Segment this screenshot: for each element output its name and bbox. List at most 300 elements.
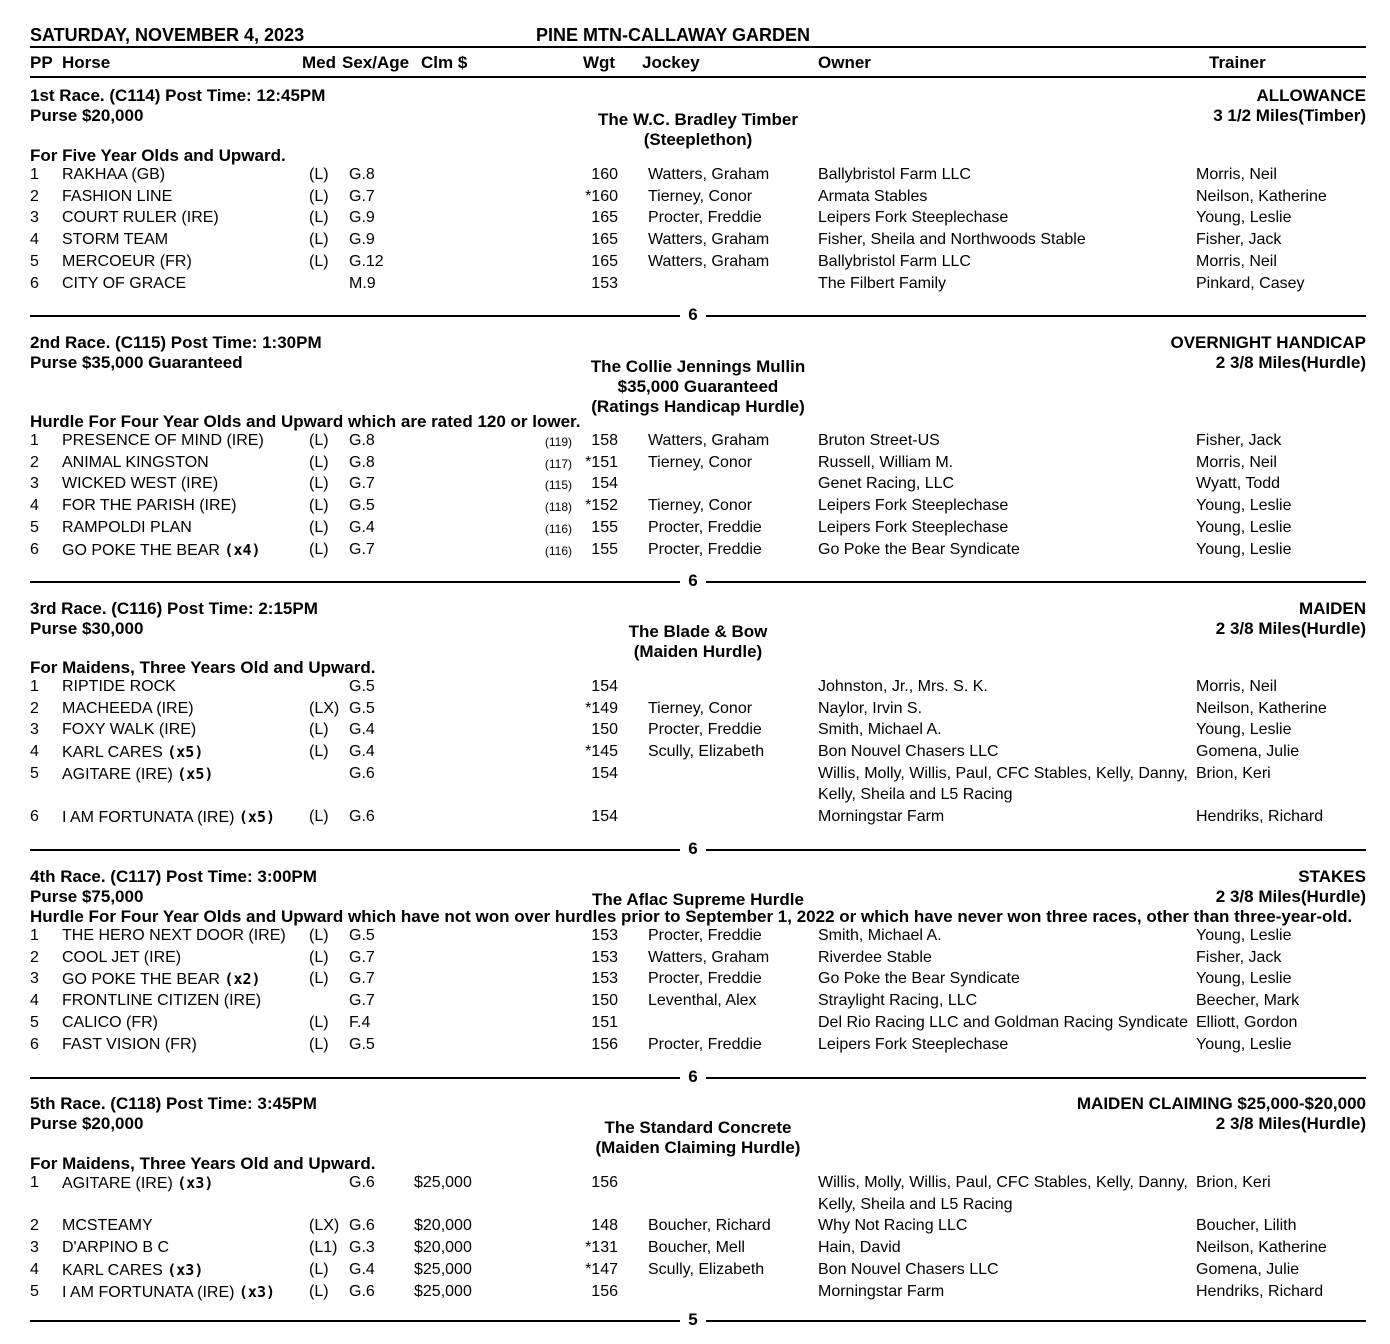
- trainer: Fisher, Jack: [1196, 231, 1282, 249]
- owner: Morningstar Farm: [818, 1282, 945, 1300]
- jockey: Tierney, Conor: [648, 699, 753, 717]
- post-position: 5: [30, 764, 39, 782]
- weight: *145: [585, 743, 618, 761]
- col-jockey: Jockey: [642, 53, 700, 72]
- track-name: PINE MTN-CALLAWAY GARDEN: [536, 25, 811, 45]
- col-pp: PP: [30, 53, 53, 72]
- medication: (L): [309, 743, 329, 761]
- horse-name: [62, 992, 261, 1010]
- col-sex-age: Sex/Age: [342, 53, 410, 72]
- post-position: 2: [30, 1217, 39, 1235]
- table-row: [0, 678, 1390, 699]
- owner-continued: Kelly, Sheila and L5 Racing: [818, 1195, 1013, 1213]
- medication: (L): [309, 518, 329, 536]
- table-row: [0, 949, 1390, 970]
- table-row: [0, 700, 1390, 721]
- horse-name-text: THE HERO NEXT DOOR (IRE): [62, 927, 286, 944]
- col-clm: Clm $: [421, 53, 468, 72]
- owner: Bon Nouvel Chasers LLC: [818, 743, 999, 761]
- trainer: Wyatt, Todd: [1196, 475, 1281, 493]
- trainer: Gomena, Julie: [1196, 1260, 1300, 1278]
- horse-name: [62, 497, 237, 515]
- horse-name-text: KARL CARES: [62, 1261, 163, 1279]
- race-distance: 2 3/8 Miles(Hurdle): [1215, 353, 1366, 372]
- post-position: 1: [30, 1174, 39, 1191]
- owner: Why Not Racing LLC: [818, 1217, 968, 1235]
- race-title-line: The Collie Jennings Mullin: [590, 357, 806, 376]
- table-row: [0, 970, 1390, 991]
- page-header: [30, 25, 1366, 47]
- claiming-price: $25,000: [414, 1260, 472, 1278]
- jockey: Scully, Elizabeth: [648, 743, 765, 761]
- post-position: 1: [30, 927, 39, 944]
- horse-name-text: MACHEEDA (IRE): [62, 699, 194, 717]
- entry-count: 6: [680, 839, 706, 859]
- race-conditions: For Five Year Olds and Upward.: [30, 146, 286, 165]
- post-position: 2: [30, 453, 39, 471]
- post-position: 3: [30, 970, 39, 988]
- rating: (119): [544, 435, 572, 449]
- horse-name: [62, 166, 165, 184]
- race-header: 2nd Race. (C115) Post Time: 1:30PM: [30, 333, 322, 352]
- sex-age: M.9: [349, 274, 376, 292]
- jockey: Procter, Freddie: [648, 518, 762, 536]
- horse-name-text: RAMPOLDI PLAN: [62, 518, 192, 536]
- weight: *131: [585, 1239, 618, 1257]
- medication: (L): [309, 1035, 329, 1053]
- medication: (LX): [309, 1217, 340, 1235]
- owner: Leipers Fork Steeplechase: [818, 1035, 1009, 1053]
- weight: 165: [591, 231, 618, 249]
- owner: Riverdee Stable: [818, 948, 932, 966]
- owner: Morningstar Farm: [818, 808, 945, 826]
- sex-age: G.8: [349, 453, 375, 471]
- horse-name-text: ANIMAL KINGSTON: [62, 453, 209, 471]
- owner: Smith, Michael A.: [818, 927, 942, 944]
- race-conditions: For Maidens, Three Years Old and Upward.: [30, 658, 376, 677]
- race-title-line: The Aflac Supreme Hurdle: [592, 890, 804, 909]
- table-row: [0, 992, 1390, 1013]
- race-header: 4th Race. (C117) Post Time: 3:00PM: [30, 867, 317, 886]
- entry-count: 6: [680, 571, 706, 591]
- owner: Willis, Molly, Willis, Paul, CFC Stables, Kelly, Danny,: [818, 1174, 1188, 1191]
- horse-name: [62, 1014, 158, 1032]
- post-position: 1: [30, 432, 39, 449]
- table-row: [0, 209, 1390, 230]
- table-row: [0, 808, 1390, 829]
- horse-name: [62, 231, 168, 249]
- sex-age: G.8: [349, 432, 375, 449]
- trainer: Morris, Neil: [1196, 252, 1277, 270]
- owner: Go Poke the Bear Syndicate: [818, 540, 1020, 558]
- trainer: Boucher, Lilith: [1196, 1217, 1297, 1235]
- table-row: [0, 743, 1390, 764]
- horse-name-text: MERCOEUR (FR): [62, 252, 192, 270]
- horse-name-text: GO POKE THE BEAR: [62, 541, 220, 559]
- horse-name: [62, 275, 186, 293]
- owner: Smith, Michael A.: [818, 721, 942, 739]
- medication: (L): [309, 948, 329, 966]
- horse-name: [62, 743, 203, 762]
- owner: Bon Nouvel Chasers LLC: [818, 1260, 999, 1278]
- jockey: Procter, Freddie: [648, 209, 762, 227]
- race-distance: 3 1/2 Miles(Timber): [1213, 106, 1366, 125]
- trainer: Pinkard, Casey: [1196, 274, 1305, 292]
- rating: (116): [544, 521, 572, 536]
- owner: Ballybristol Farm LLC: [818, 166, 971, 183]
- claiming-price: $25,000: [414, 1174, 472, 1191]
- horse-name-text: PRESENCE OF MIND (IRE): [62, 432, 264, 449]
- weight: 154: [591, 764, 618, 782]
- post-position: 2: [30, 187, 39, 205]
- jockey: Procter, Freddie: [648, 927, 762, 944]
- weight: 155: [591, 518, 618, 536]
- horse-name-text: WICKED WEST (IRE): [62, 475, 219, 493]
- horse-name-text: MCSTEAMY: [62, 1217, 153, 1235]
- post-position: 4: [30, 1260, 39, 1278]
- horse-name-text: GO POKE THE BEAR: [62, 971, 220, 989]
- entry-count: 6: [680, 1067, 706, 1087]
- table-row: [0, 1174, 1390, 1213]
- sex-age: G.6: [349, 764, 375, 782]
- owner: Leipers Fork Steeplechase: [818, 497, 1009, 515]
- weight: 154: [591, 475, 618, 493]
- sex-age: G.7: [349, 948, 375, 966]
- post-position: 3: [30, 1239, 39, 1257]
- sex-age: G.5: [349, 678, 375, 695]
- weight: 153: [591, 970, 618, 988]
- claiming-price: $20,000: [414, 1217, 472, 1235]
- jockey: Procter, Freddie: [648, 721, 762, 739]
- starts-badge: (x5): [238, 808, 276, 827]
- table-row: [0, 1283, 1390, 1304]
- horse-name-text: FRONTLINE CITIZEN (IRE): [62, 992, 262, 1010]
- sex-age: G.12: [349, 252, 384, 270]
- weight: 156: [591, 1282, 618, 1300]
- owner: Ballybristol Farm LLC: [818, 252, 971, 270]
- race-title-line: The Standard Concrete: [604, 1118, 792, 1137]
- rating: (116): [544, 543, 572, 558]
- horse-name-text: FOXY WALK (IRE): [62, 721, 197, 739]
- horse-name: [62, 970, 261, 989]
- sex-age: G.6: [349, 1217, 375, 1235]
- starts-badge: (x5): [167, 743, 204, 762]
- horse-name-text: COURT RULER (IRE): [62, 209, 219, 227]
- owner: Leipers Fork Steeplechase: [818, 209, 1009, 227]
- medication: (L): [309, 166, 329, 183]
- weight: 165: [591, 252, 618, 270]
- sex-age: G.3: [349, 1239, 375, 1257]
- sex-age: G.4: [349, 1260, 375, 1278]
- sex-age: G.4: [349, 721, 375, 739]
- rating: (115): [544, 478, 572, 493]
- medication: (L): [309, 1260, 329, 1278]
- jockey: Procter, Freddie: [648, 540, 762, 558]
- race-header: 5th Race. (C118) Post Time: 3:45PM: [30, 1094, 317, 1113]
- col-trainer: Trainer: [1209, 53, 1266, 72]
- starts-badge: (x3): [177, 1174, 214, 1192]
- horse-name: [62, 188, 172, 206]
- table-row: [0, 1239, 1390, 1260]
- trainer: Fisher, Jack: [1196, 948, 1282, 966]
- post-position: 1: [30, 678, 39, 695]
- header-rule: [30, 46, 1366, 48]
- post-position: 6: [30, 808, 39, 826]
- medication: (L): [309, 497, 329, 515]
- post-position: 5: [30, 518, 39, 536]
- race-type: MAIDEN CLAIMING $25,000-$20,000: [1076, 1094, 1366, 1113]
- medication: (L): [309, 475, 329, 493]
- horse-name: [62, 1239, 169, 1257]
- post-position: 5: [30, 1013, 39, 1031]
- horse-name-text: AGITARE (IRE): [62, 765, 173, 783]
- horse-name: [62, 475, 218, 493]
- weight: 150: [591, 992, 618, 1010]
- sex-age: G.8: [349, 166, 375, 183]
- horse-name-text: AGITARE (IRE): [62, 1175, 173, 1192]
- post-position: 4: [30, 497, 39, 515]
- medication: (L): [309, 1282, 329, 1300]
- weight: 153: [591, 274, 618, 292]
- jockey: Watters, Graham: [648, 166, 770, 183]
- horse-name: [62, 765, 213, 784]
- post-position: 6: [30, 540, 39, 558]
- owner: Russell, William M.: [818, 453, 954, 471]
- horse-name: [62, 454, 209, 472]
- weight: *151: [585, 453, 618, 471]
- weight: 158: [591, 432, 618, 449]
- jockey: Watters, Graham: [648, 948, 770, 966]
- race-purse: Purse $35,000 Guaranteed: [30, 353, 243, 372]
- sex-age: G.6: [349, 1174, 375, 1191]
- sex-age: G.5: [349, 1035, 375, 1053]
- post-position: 3: [30, 475, 39, 493]
- race-purse: Purse $30,000: [30, 619, 144, 638]
- starts-badge: (x4): [224, 540, 261, 559]
- owner: Naylor, Irvin S.: [818, 699, 923, 717]
- horse-name: [62, 1283, 275, 1302]
- horse-name-text: RIPTIDE ROCK: [62, 678, 176, 695]
- medication: (L): [309, 453, 329, 471]
- race-conditions: Hurdle For Four Year Olds and Upward which are rated 120 or lower.: [30, 412, 581, 431]
- race-conditions: Hurdle For Four Year Olds and Upward which have not won over hurdles prior to September 1, 2022 or which have never won three races, other than three-year-old.: [30, 907, 1353, 926]
- horse-name-text: STORM TEAM: [62, 231, 169, 249]
- race-title-line: The Blade & Bow: [628, 622, 768, 641]
- horse-name: [62, 678, 176, 696]
- sex-age: G.6: [349, 808, 375, 826]
- post-position: 2: [30, 699, 39, 717]
- weight: 156: [591, 1174, 618, 1191]
- horse-name: [62, 253, 192, 271]
- entry-count: 6: [680, 305, 706, 325]
- horse-name: [62, 700, 194, 718]
- col-owner: Owner: [818, 53, 871, 72]
- trainer: Fisher, Jack: [1196, 432, 1282, 449]
- race-title-line: (Steeplethon): [643, 130, 753, 149]
- trainer: Brion, Keri: [1196, 1174, 1271, 1191]
- race-type: STAKES: [1298, 867, 1366, 886]
- trainer: Morris, Neil: [1196, 678, 1277, 695]
- owner: Armata Stables: [818, 187, 928, 205]
- race-distance: 2 3/8 Miles(Hurdle): [1215, 619, 1366, 638]
- table-row: [0, 275, 1390, 296]
- trainer: Brion, Keri: [1196, 764, 1271, 782]
- trainer: Elliott, Gordon: [1196, 1013, 1298, 1031]
- weight: *147: [585, 1260, 618, 1278]
- horse-name-text: FOR THE PARISH (IRE): [62, 497, 237, 515]
- trainer: Neilson, Katherine: [1196, 1239, 1327, 1257]
- horse-name: [62, 949, 181, 967]
- owner: Del Rio Racing LLC and Goldman Racing Syndicate: [818, 1013, 1188, 1031]
- race-purse: Purse $20,000: [30, 106, 144, 125]
- post-position: 4: [30, 231, 39, 249]
- weight: *152: [585, 497, 618, 515]
- jockey: Leventhal, Alex: [648, 992, 757, 1010]
- sex-age: G.7: [349, 540, 375, 558]
- horse-name-text: KARL CARES: [62, 744, 163, 762]
- race-header: 1st Race. (C114) Post Time: 12:45PM: [30, 86, 326, 105]
- trainer: Young, Leslie: [1196, 721, 1292, 739]
- horse-name-text: I AM FORTUNATA (IRE): [62, 809, 235, 827]
- weight: *160: [585, 187, 618, 205]
- weight: 165: [591, 209, 618, 227]
- horse-name-text: COOL JET (IRE): [62, 948, 182, 966]
- col-med: Med: [302, 53, 336, 72]
- jockey: Watters, Graham: [648, 252, 770, 270]
- trainer: Gomena, Julie: [1196, 743, 1300, 761]
- race-header: 3rd Race. (C116) Post Time: 2:15PM: [30, 599, 318, 618]
- sex-age: G.9: [349, 209, 375, 227]
- table-row: [0, 519, 1390, 540]
- col-wgt: Wgt: [583, 53, 616, 72]
- weight: 150: [591, 721, 618, 739]
- trainer: Young, Leslie: [1196, 970, 1292, 988]
- table-row: [0, 1261, 1390, 1282]
- horse-name: [62, 432, 264, 450]
- horse-name-text: RAKHAA (GB): [62, 166, 166, 183]
- post-position: 2: [30, 948, 39, 966]
- post-position: 3: [30, 209, 39, 227]
- weight: 151: [591, 1013, 618, 1031]
- entry-count: 5: [680, 1310, 706, 1330]
- race-type: ALLOWANCE: [1256, 86, 1366, 105]
- starts-badge: (x5): [177, 764, 214, 783]
- rating: (117): [544, 456, 572, 471]
- medication: (LX): [309, 699, 340, 717]
- trainer: Young, Leslie: [1196, 540, 1292, 558]
- owner: Johnston, Jr., Mrs. S. K.: [818, 678, 988, 695]
- trainer: Hendriks, Richard: [1196, 808, 1324, 826]
- table-row: [0, 253, 1390, 274]
- horse-name-text: CITY OF GRACE: [62, 274, 187, 292]
- trainer: Young, Leslie: [1196, 518, 1292, 536]
- medication: (L): [309, 432, 329, 449]
- col-horse: Horse: [62, 53, 111, 72]
- claiming-price: $25,000: [414, 1282, 472, 1300]
- trainer: Morris, Neil: [1196, 453, 1277, 471]
- sex-age: G.4: [349, 518, 375, 536]
- weight: 153: [591, 948, 618, 966]
- owner: The Filbert Family: [818, 274, 947, 292]
- post-position: 6: [30, 1035, 39, 1053]
- post-position: 3: [30, 721, 39, 739]
- sex-age: G.9: [349, 231, 375, 249]
- table-row: [0, 1014, 1390, 1035]
- medication: (L): [309, 540, 329, 558]
- medication: (L): [309, 927, 329, 944]
- jockey: Boucher, Mell: [648, 1239, 745, 1257]
- weight: 154: [591, 808, 618, 826]
- horse-name: [62, 1217, 153, 1235]
- post-position: 5: [30, 252, 39, 270]
- medication: (L): [309, 209, 329, 227]
- table-row: [0, 231, 1390, 252]
- weight: 155: [591, 540, 618, 558]
- sex-age: G.6: [349, 1282, 375, 1300]
- horse-name-text: CALICO (FR): [62, 1013, 158, 1031]
- trainer: Young, Leslie: [1196, 927, 1292, 944]
- race-type: OVERNIGHT HANDICAP: [1170, 333, 1366, 352]
- medication: (L): [309, 970, 329, 988]
- weight: 148: [591, 1217, 618, 1235]
- horse-name: [62, 519, 192, 537]
- weight: 153: [591, 927, 618, 944]
- sex-age: G.7: [349, 992, 375, 1010]
- table-row: [0, 1217, 1390, 1238]
- owner: Go Poke the Bear Syndicate: [818, 970, 1020, 988]
- trainer: Young, Leslie: [1196, 1035, 1292, 1053]
- medication: (L): [309, 252, 329, 270]
- race-title-line: (Ratings Handicap Hurdle): [591, 397, 805, 416]
- race-title-line: (Maiden Hurdle): [633, 642, 763, 661]
- sex-age: G.5: [349, 699, 375, 717]
- post-position: 4: [30, 743, 39, 761]
- race-date: SATURDAY, NOVEMBER 4, 2023: [30, 25, 305, 45]
- owner: Leipers Fork Steeplechase: [818, 518, 1009, 536]
- column-headers: [0, 53, 1390, 75]
- horse-name: [62, 209, 219, 227]
- horse-name: [62, 541, 261, 560]
- weight: 160: [591, 166, 618, 183]
- trainer: Hendriks, Richard: [1196, 1282, 1324, 1300]
- jockey: Scully, Elizabeth: [648, 1260, 765, 1278]
- sex-age: G.5: [349, 497, 375, 515]
- horse-name-text: FASHION LINE: [62, 187, 173, 205]
- medication: (L): [309, 231, 329, 249]
- race-type: MAIDEN: [1298, 599, 1366, 618]
- jockey: Tierney, Conor: [648, 453, 753, 471]
- jockey: Watters, Graham: [648, 432, 770, 449]
- medication: (L1): [309, 1239, 338, 1257]
- trainer: Young, Leslie: [1196, 209, 1292, 227]
- sex-age: G.7: [349, 475, 375, 493]
- table-row: [0, 764, 1390, 804]
- horse-name: [62, 1036, 197, 1054]
- race-purse: Purse $20,000: [30, 1114, 144, 1133]
- columns-rule: [30, 76, 1366, 78]
- weight: *149: [585, 699, 618, 717]
- trainer: Neilson, Katherine: [1196, 187, 1327, 205]
- jockey: Boucher, Richard: [648, 1217, 771, 1235]
- trainer: Beecher, Mark: [1196, 992, 1300, 1010]
- trainer: Neilson, Katherine: [1196, 699, 1327, 717]
- jockey: Procter, Freddie: [648, 1035, 762, 1053]
- owner: Straylight Racing, LLC: [818, 992, 978, 1010]
- jockey: Procter, Freddie: [648, 970, 762, 988]
- post-position: 6: [30, 274, 39, 292]
- owner: Genet Racing, LLC: [818, 475, 955, 493]
- table-row: [0, 1036, 1390, 1057]
